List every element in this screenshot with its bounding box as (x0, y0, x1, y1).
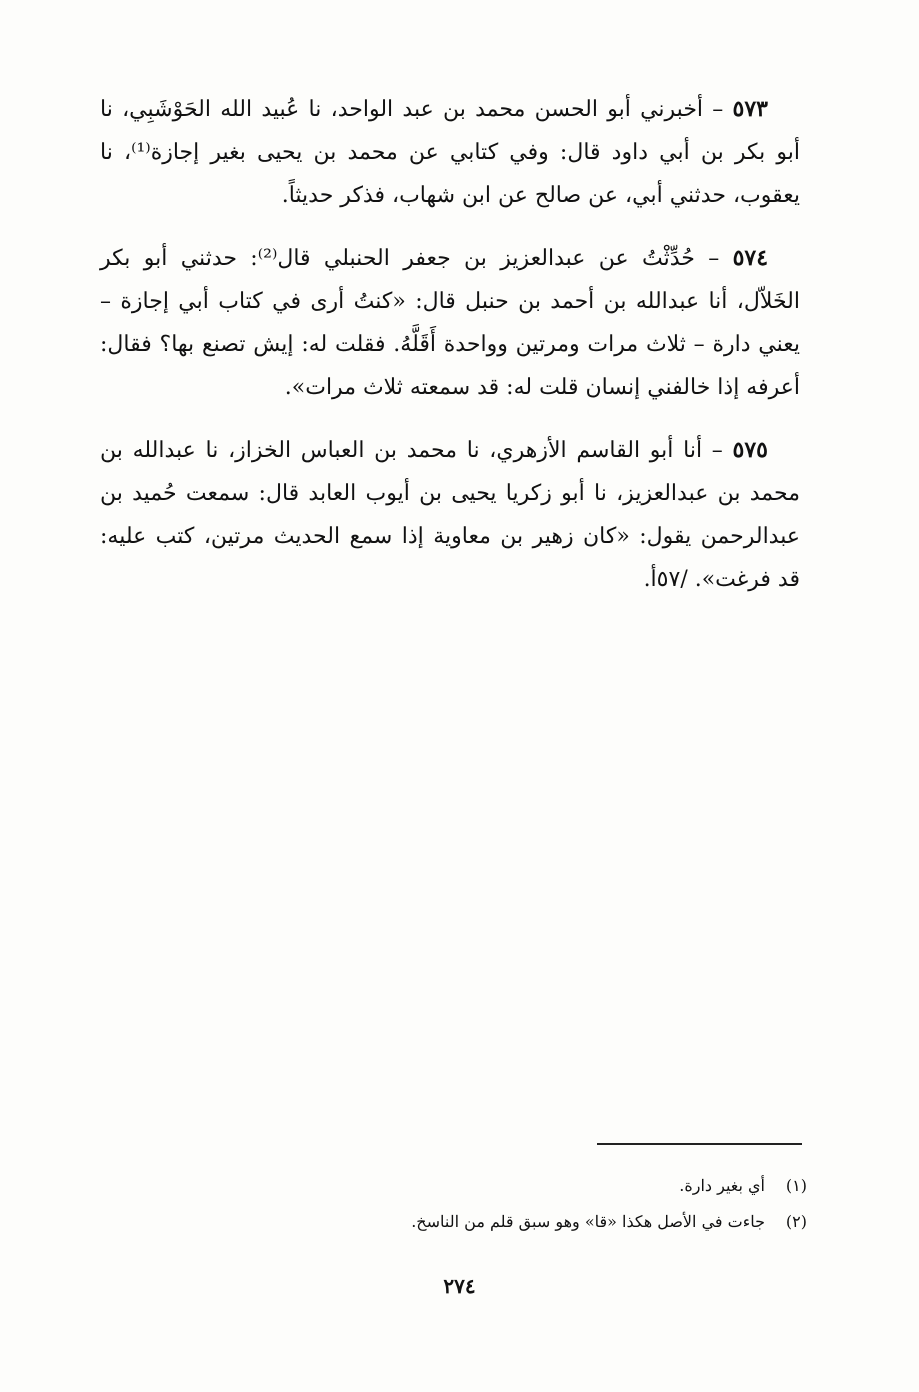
entry-573 (100, 88, 800, 217)
entry-text: – أنا أبو القاسم الأزهري، نا محمد بن العباس الخزاز، نا عبدالله بن محمد بن عبدالعزيز، نا أبو زكريا يحيى بن أيوب العابد قال: سمعت حُميد بن عبدالرحمن يقول: «كان زهير بن معاوية إذا سمع الحديث مرتين، كتب عليه: قد فرغت». /٥٧أ. (100, 438, 800, 592)
entry-574 (100, 237, 800, 409)
page-number: ٢٧٤ (443, 1274, 476, 1298)
entry-number: ٥٧٣ (732, 96, 768, 122)
footnote-text: جاءت في الأصل هكذا «قا» وهو سبق قلم من الناسخ. (411, 1212, 765, 1231)
footnote-text: أي بغير دارة. (679, 1176, 765, 1195)
main-text (100, 88, 800, 621)
footnote-mark: (٢) (785, 1212, 807, 1231)
entry-number: ٥٧٤ (732, 245, 769, 271)
entry-575 (100, 429, 800, 601)
entry-text: – حُدِّثْتُ عن عبدالعزيز بن جعفر الحنبلي قال⁽²⁾: حدثني أبو بكر الخَلاّل، أنا عبدالله بن أحمد بن حنبل قال: «كنتُ أرى في كتاب أبي إجازة – يعني دارة – ثلاث مرات ومرتين وواحدة أَقَلَّهُ. فقلت له: إيش تصنع بها؟ فقال: أعرفه إذا خالفني إنسان قلت له: قد سمعته ثلاث مرات». (100, 246, 800, 400)
footnotes (100, 1168, 807, 1240)
footnote-mark: (١) (785, 1176, 807, 1195)
footnote-divider (597, 1143, 802, 1145)
entry-text: – أخبرني أبو الحسن محمد بن عبد الواحد، نا عُبيد الله الحَوْشَبِي، نا أبو بكر بن أبي داود قال: وفي كتابي عن محمد بن يحيى بغير إجازة⁽¹⁾، نا يعقوب، حدثني أبي، عن صالح عن ابن شهاب، فذكر حديثاً. (100, 97, 800, 208)
entry-number: ٥٧٥ (732, 437, 768, 463)
footnote-1 (100, 1168, 807, 1204)
footnote-2 (100, 1204, 807, 1240)
